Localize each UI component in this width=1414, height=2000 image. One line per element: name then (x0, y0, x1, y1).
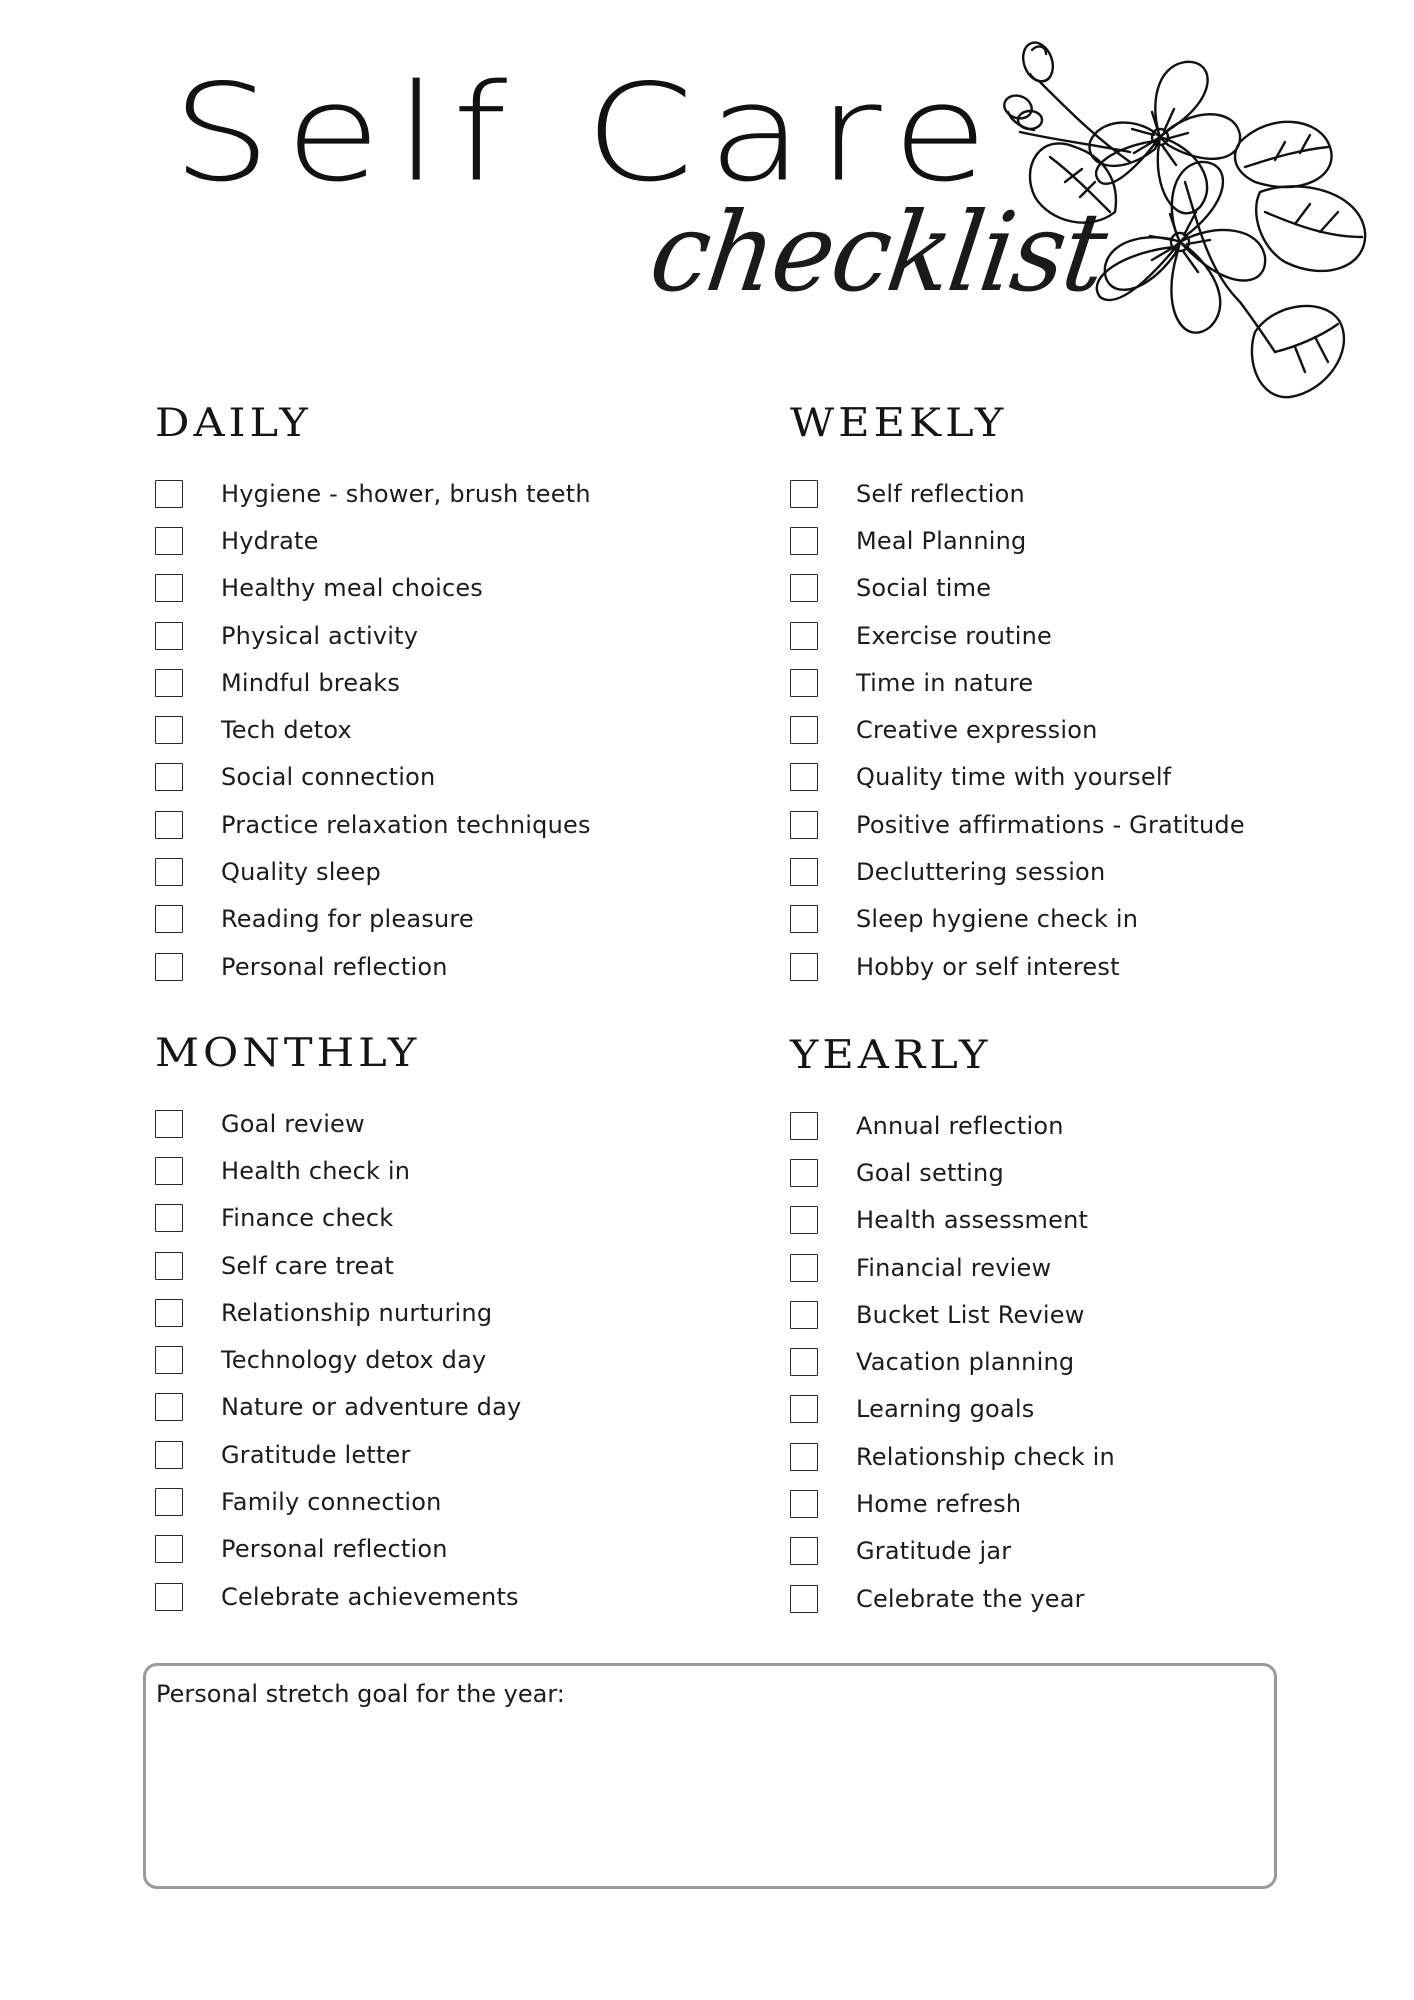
list-item (155, 1526, 715, 1573)
list-item (155, 1289, 715, 1336)
item-label: Mindful breaks (221, 668, 401, 697)
checkbox-icon[interactable] (155, 953, 183, 981)
item-label: Vacation planning (856, 1348, 1075, 1377)
list-item (155, 1573, 715, 1620)
checkbox-icon[interactable] (155, 1252, 183, 1280)
item-label: Self care treat (221, 1251, 395, 1280)
checkbox-icon[interactable] (790, 1348, 818, 1376)
list-item (790, 1386, 1350, 1433)
checkbox-icon[interactable] (790, 858, 818, 886)
floral-illustration-icon (1000, 32, 1380, 432)
item-label: Home refresh (856, 1490, 1022, 1519)
checkbox-icon[interactable] (790, 1537, 818, 1565)
list-item (790, 565, 1350, 612)
list-item (155, 1147, 715, 1194)
checkbox-icon[interactable] (155, 1535, 183, 1563)
list-item (155, 896, 715, 943)
list-item (155, 565, 715, 612)
item-label: Health assessment (856, 1206, 1089, 1235)
checkbox-icon[interactable] (155, 1204, 183, 1232)
daily-checklist (155, 470, 715, 990)
checkbox-icon[interactable] (790, 480, 818, 508)
checkbox-icon[interactable] (790, 905, 818, 933)
checkbox-icon[interactable] (790, 811, 818, 839)
checkbox-icon[interactable] (155, 622, 183, 650)
list-item (790, 801, 1350, 848)
checkbox-icon[interactable] (790, 1585, 818, 1613)
section-heading-weekly: WEEKLY (790, 400, 1008, 446)
list-item (155, 943, 715, 990)
list-item (790, 1102, 1350, 1149)
item-label: Creative expression (856, 716, 1098, 745)
item-label: Decluttering session (856, 858, 1106, 887)
item-label: Self reflection (856, 479, 1025, 508)
item-label: Practice relaxation techniques (221, 810, 591, 839)
checkbox-icon[interactable] (155, 858, 183, 886)
weekly-checklist (790, 470, 1350, 990)
list-item (790, 1433, 1350, 1480)
list-item (790, 517, 1350, 564)
item-label: Sleep hygiene check in (856, 905, 1139, 934)
checkbox-icon[interactable] (790, 622, 818, 650)
item-label: Gratitude letter (221, 1440, 411, 1469)
page-title: Self Care (172, 54, 1003, 212)
list-item (155, 659, 715, 706)
item-label: Celebrate the year (856, 1584, 1085, 1613)
stretch-goal-box[interactable] (143, 1663, 1277, 1889)
list-item (790, 659, 1350, 706)
item-label: Goal review (221, 1109, 365, 1138)
list-item (155, 470, 715, 517)
page-subtitle: checklist (642, 187, 1113, 317)
checkbox-icon[interactable] (790, 1395, 818, 1423)
checkbox-icon[interactable] (155, 1110, 183, 1138)
item-label: Hygiene - shower, brush teeth (221, 479, 591, 508)
checkbox-icon[interactable] (155, 1346, 183, 1374)
checkbox-icon[interactable] (155, 669, 183, 697)
checkbox-icon[interactable] (790, 1254, 818, 1282)
item-label: Finance check (221, 1204, 394, 1233)
list-item (155, 1195, 715, 1242)
item-label: Hobby or self interest (856, 952, 1120, 981)
item-label: Personal reflection (221, 952, 448, 981)
checkbox-icon[interactable] (790, 1112, 818, 1140)
item-label: Family connection (221, 1488, 442, 1517)
list-item (155, 1478, 715, 1525)
checkbox-icon[interactable] (790, 1159, 818, 1187)
item-label: Physical activity (221, 621, 419, 650)
list-item (790, 1149, 1350, 1196)
list-item (790, 1480, 1350, 1527)
item-label: Quality sleep (221, 858, 381, 887)
item-label: Reading for pleasure (221, 905, 474, 934)
item-label: Quality time with yourself (856, 763, 1172, 792)
list-item (155, 801, 715, 848)
item-label: Relationship check in (856, 1442, 1115, 1471)
item-label: Nature or adventure day (221, 1393, 522, 1422)
list-item (790, 1338, 1350, 1385)
item-label: Time in nature (856, 668, 1034, 697)
item-label: Positive affirmations - Gratitude (856, 810, 1245, 839)
list-item (155, 1431, 715, 1478)
checkbox-icon[interactable] (790, 1301, 818, 1329)
list-item (155, 754, 715, 801)
checkbox-icon[interactable] (790, 527, 818, 555)
checkbox-icon[interactable] (790, 716, 818, 744)
checkbox-icon[interactable] (790, 574, 818, 602)
checkbox-icon[interactable] (155, 1299, 183, 1327)
item-label: Goal setting (856, 1158, 1004, 1187)
checkbox-icon[interactable] (790, 669, 818, 697)
item-label: Social connection (221, 763, 436, 792)
list-item (790, 1528, 1350, 1575)
list-item (790, 896, 1350, 943)
checkbox-icon[interactable] (155, 716, 183, 744)
yearly-checklist (790, 1102, 1350, 1622)
item-label: Meal Planning (856, 526, 1027, 555)
checkbox-icon[interactable] (790, 1443, 818, 1471)
checkbox-icon[interactable] (155, 1441, 183, 1469)
item-label: Exercise routine (856, 621, 1052, 650)
section-heading-yearly: YEARLY (790, 1032, 992, 1078)
list-item (155, 517, 715, 564)
checkbox-icon[interactable] (155, 480, 183, 508)
checkbox-icon[interactable] (790, 1206, 818, 1234)
list-item (790, 943, 1350, 990)
checkbox-icon[interactable] (155, 905, 183, 933)
item-label: Technology detox day (221, 1346, 487, 1375)
list-item (790, 612, 1350, 659)
item-label: Social time (856, 574, 992, 603)
checkbox-icon[interactable] (155, 1583, 183, 1611)
checkbox-icon[interactable] (155, 763, 183, 791)
checkbox-icon[interactable] (155, 1157, 183, 1185)
stretch-goal-label: Personal stretch goal for the year: (156, 1680, 565, 1708)
item-label: Learning goals (856, 1395, 1035, 1424)
list-item (155, 848, 715, 895)
item-label: Healthy meal choices (221, 574, 484, 603)
list-item (155, 612, 715, 659)
list-item (155, 706, 715, 753)
yearly-section (790, 1032, 1350, 1622)
section-heading-daily: DAILY (155, 400, 312, 446)
monthly-section (155, 1030, 715, 1620)
daily-section (155, 400, 715, 990)
list-item (790, 470, 1350, 517)
item-label: Bucket List Review (856, 1300, 1085, 1329)
checkbox-icon[interactable] (155, 1488, 183, 1516)
checkbox-icon[interactable] (155, 574, 183, 602)
item-label: Relationship nurturing (221, 1298, 493, 1327)
list-item (790, 1244, 1350, 1291)
checkbox-icon[interactable] (790, 1490, 818, 1518)
list-item (790, 754, 1350, 801)
monthly-checklist (155, 1100, 715, 1620)
list-item (155, 1242, 715, 1289)
list-item (155, 1384, 715, 1431)
item-label: Hydrate (221, 526, 319, 555)
checkbox-icon[interactable] (790, 763, 818, 791)
checkbox-icon[interactable] (790, 953, 818, 981)
item-label: Health check in (221, 1156, 411, 1185)
item-label: Personal reflection (221, 1535, 448, 1564)
checkbox-icon[interactable] (155, 527, 183, 555)
item-label: Gratitude jar (856, 1537, 1012, 1566)
item-label: Tech detox (221, 716, 352, 745)
section-heading-monthly: MONTHLY (155, 1030, 421, 1076)
list-item (790, 848, 1350, 895)
item-label: Celebrate achievements (221, 1582, 519, 1611)
checkbox-icon[interactable] (155, 811, 183, 839)
checkbox-icon[interactable] (155, 1393, 183, 1421)
item-label: Financial review (856, 1253, 1052, 1282)
list-item (790, 1291, 1350, 1338)
list-item (155, 1336, 715, 1383)
list-item (790, 1197, 1350, 1244)
list-item (790, 1575, 1350, 1622)
item-label: Annual reflection (856, 1111, 1064, 1140)
list-item (790, 706, 1350, 753)
list-item (155, 1100, 715, 1147)
weekly-section (790, 400, 1350, 990)
